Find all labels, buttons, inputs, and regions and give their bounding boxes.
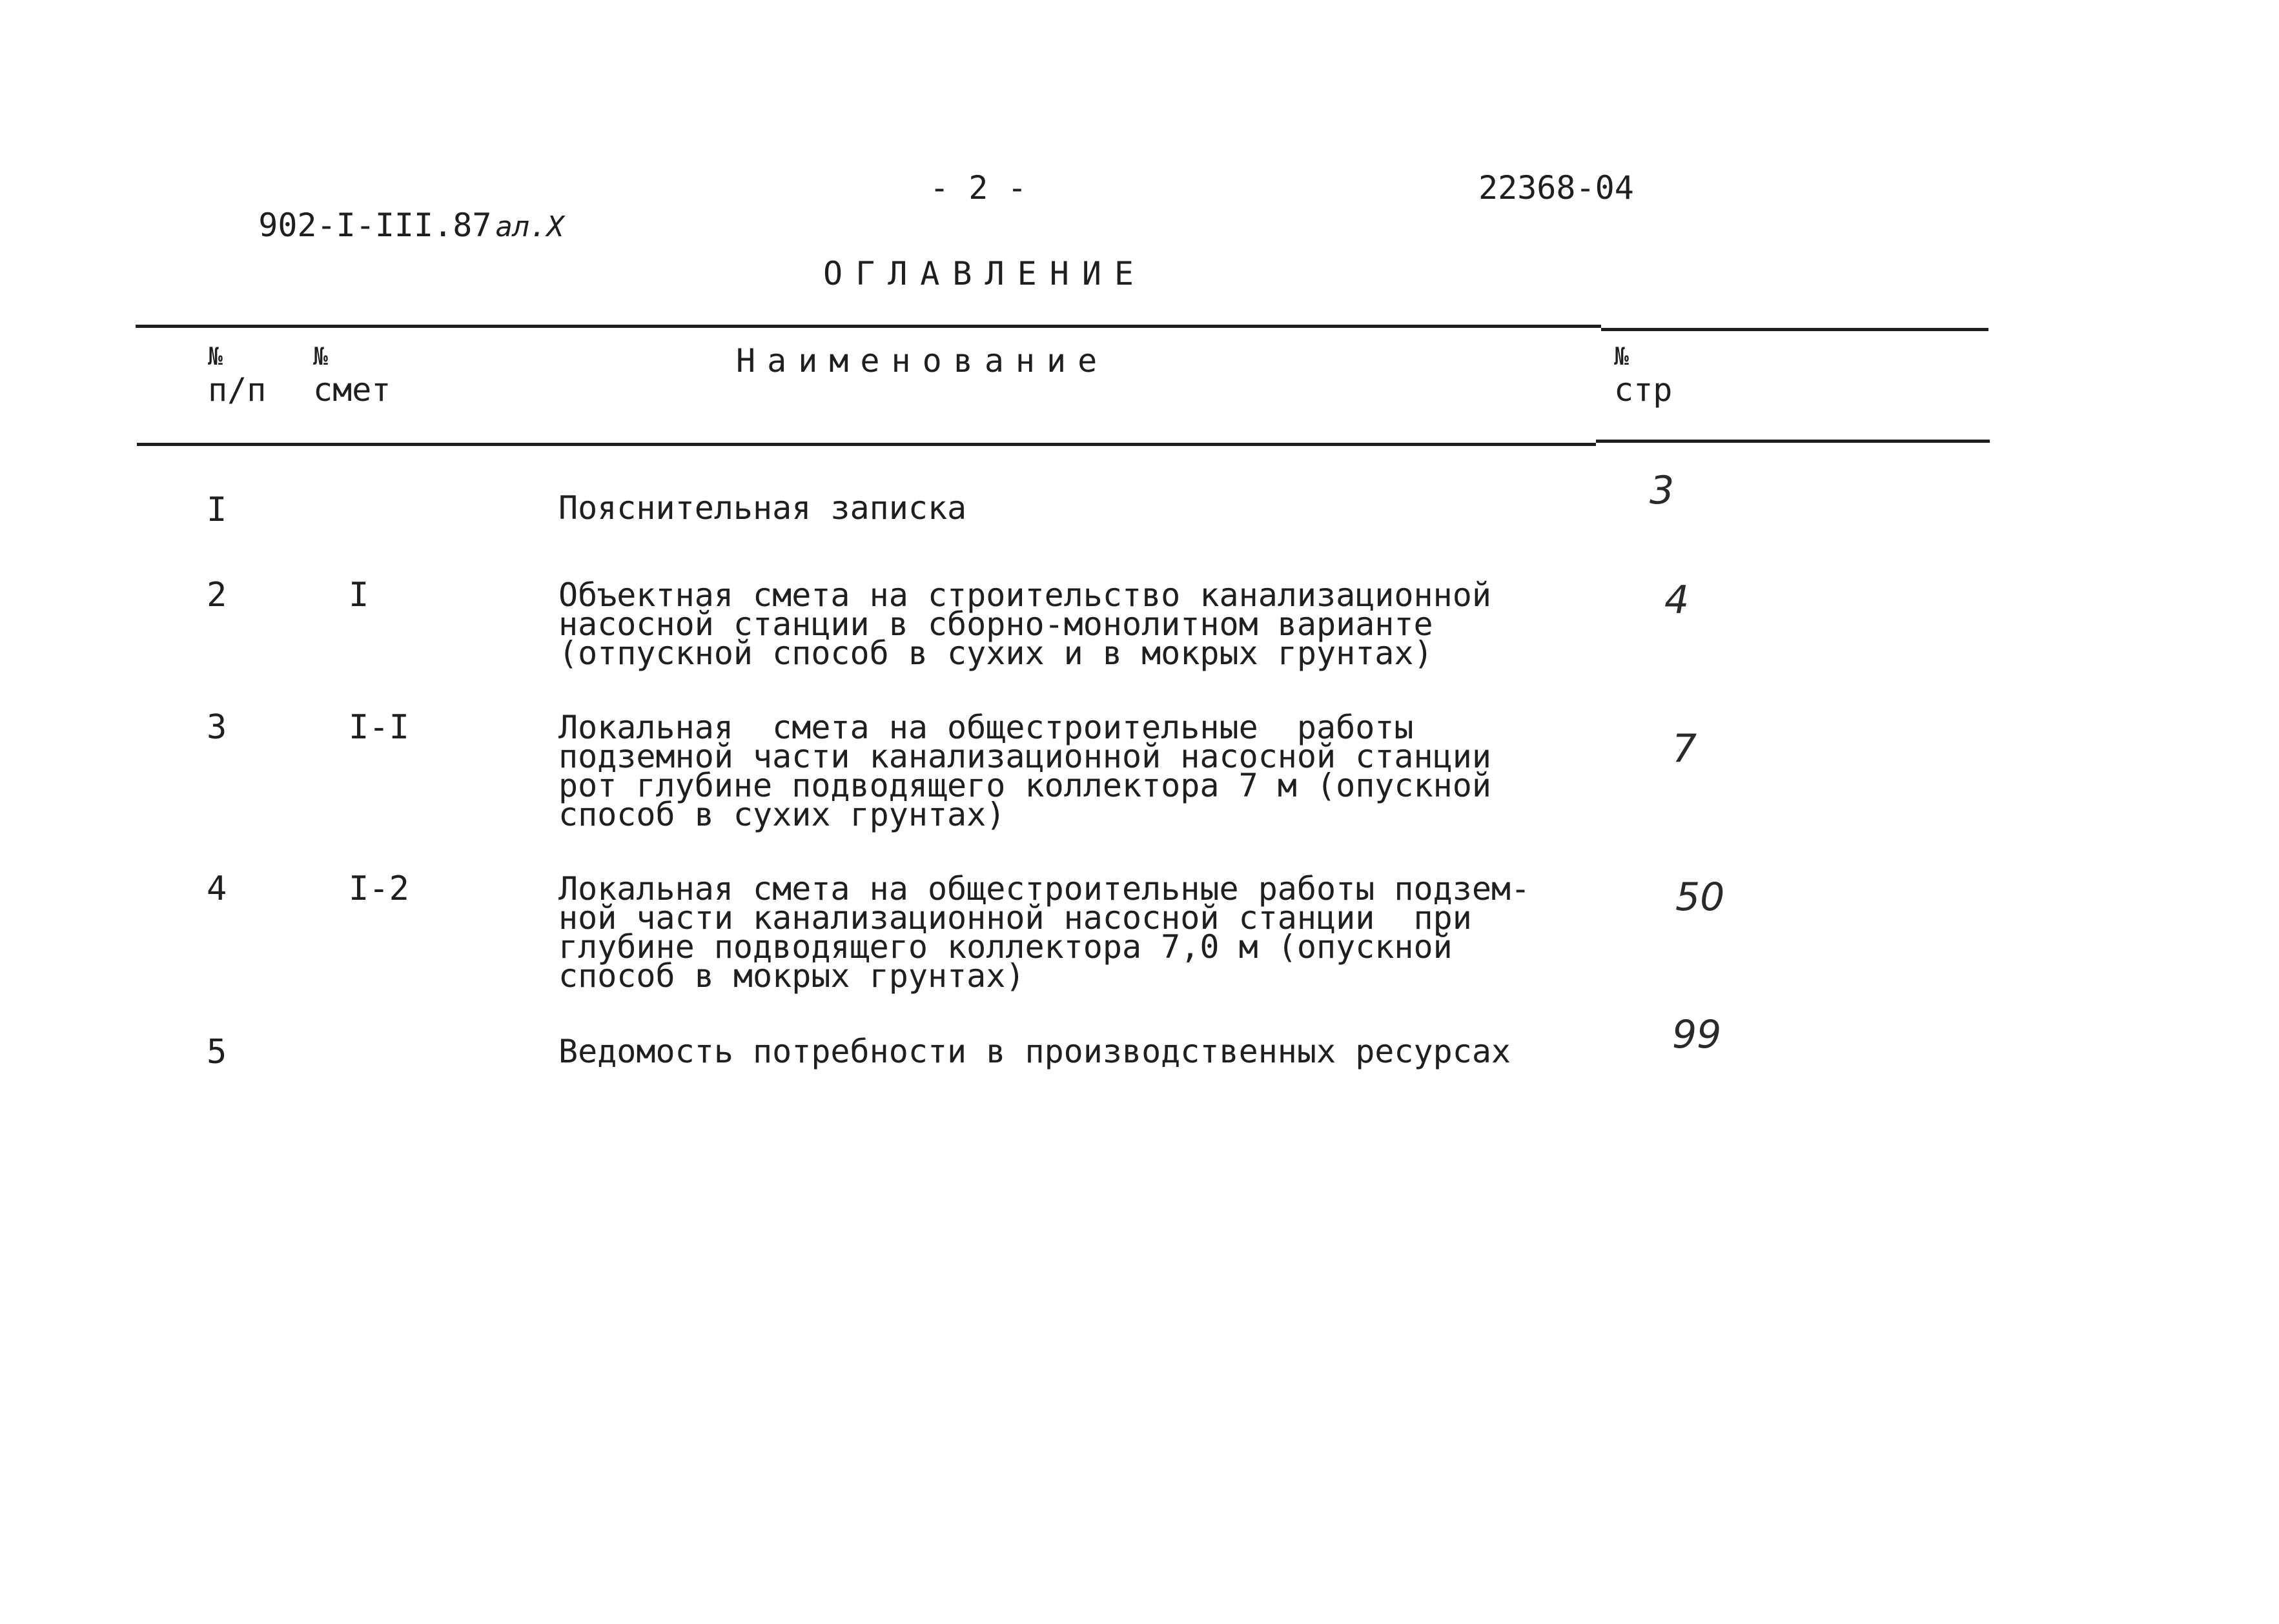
row-4-no: 4: [207, 869, 227, 908]
document-code-text: 902-I-III.87: [258, 207, 492, 244]
row-1-page: 3: [1650, 468, 1675, 513]
table-top-rule: [136, 325, 1601, 328]
col-no-mark: №: [208, 342, 223, 370]
row-3-line-2: подземной части канализационной насосной станции: [558, 738, 1491, 775]
row-5-page: 99: [1672, 1012, 1722, 1057]
col-name-header: Наименование: [736, 342, 1109, 380]
row-5-no: 5: [207, 1033, 227, 1071]
row-1-no: I: [207, 491, 227, 529]
row-2-estimate: I: [349, 576, 369, 614]
row-3-estimate: I-I: [349, 708, 409, 747]
archive-number: 22368-04: [1478, 169, 1634, 207]
row-4-line-4: способ в мокрых грунтах): [558, 957, 1025, 995]
table-header-rule-right: [1596, 440, 1990, 443]
col-estimate-label: смет: [313, 371, 391, 409]
table-header-rule: [137, 443, 1596, 446]
row-4-estimate: I-2: [349, 869, 409, 908]
row-4-line-2: ной части канализационной насосной станции при: [558, 899, 1472, 937]
row-1-line-1: Пояснительная записка: [558, 489, 967, 527]
row-5-name: [558, 1033, 1511, 1070]
col-estimate-mark: №: [313, 342, 328, 370]
row-4-line-1: Локальная смета на общестроительные работы подзем-: [558, 870, 1531, 908]
table-top-rule-right: [1601, 328, 1988, 331]
row-2-no: 2: [207, 576, 227, 614]
row-3-page: 7: [1672, 726, 1697, 771]
page-number: - 2 -: [930, 169, 1027, 207]
col-page-label: стр: [1614, 371, 1673, 409]
row-3-line-4: способ в сухих грунтах): [558, 796, 1006, 833]
col-no-label: п/п: [208, 371, 267, 409]
row-3-line-1: Локальная смета на общестроительные работы: [558, 709, 1414, 746]
col-page-mark: №: [1614, 342, 1629, 370]
row-4-line-3: глубине подводящего коллектора 7,0 м (опускной: [558, 928, 1453, 966]
row-2-name: [558, 576, 1491, 672]
row-2-line-2: насосной станции в сборно-монолитном варианте: [558, 605, 1433, 643]
row-2-line-1: Объектная смета на строительство канализационной: [558, 576, 1491, 614]
page-title: ОГЛАВЛЕНИЕ: [823, 255, 1147, 292]
row-1-name: [558, 489, 967, 527]
row-4-name: [558, 870, 1531, 995]
row-2-page: 4: [1664, 578, 1690, 623]
document-code: [220, 169, 564, 244]
row-3-line-3: рот глубине подводящего коллектора 7 м (опускной: [558, 767, 1491, 804]
row-2-line-3: (отпускной способ в сухих и в мокрых грунтах): [558, 634, 1433, 672]
row-3-no: 3: [207, 708, 227, 747]
row-5-line-1: Ведомость потребности в производственных ресурсах: [558, 1033, 1511, 1070]
row-4-page: 50: [1675, 875, 1725, 920]
row-3-name: [558, 709, 1491, 833]
document-code-suffix: ал.X: [495, 210, 564, 243]
